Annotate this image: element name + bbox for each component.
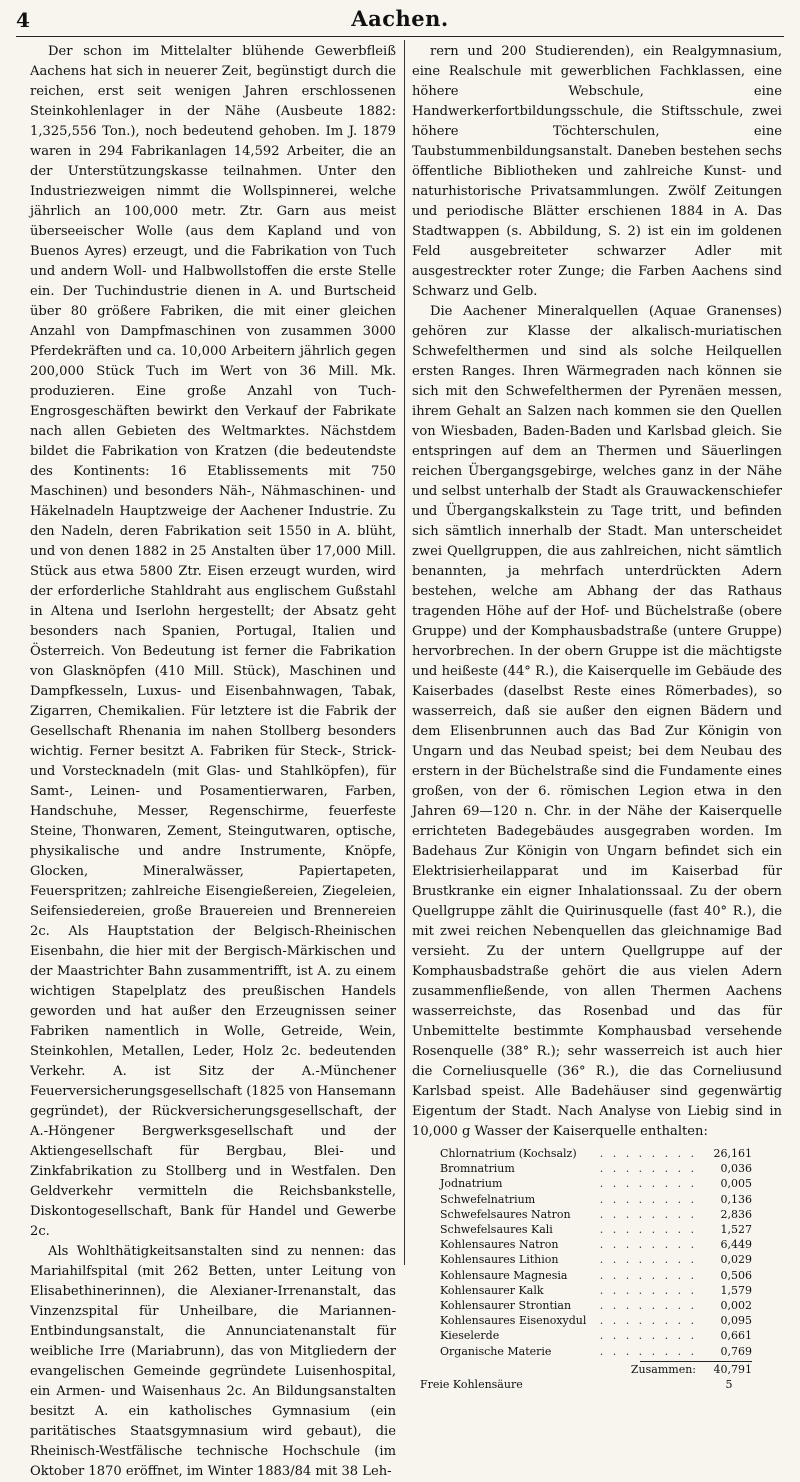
substance-name: Jodnatrium [440, 1177, 503, 1191]
substance-name: Kohlensaurer Kalk [440, 1283, 544, 1297]
table-row [440, 1328, 752, 1343]
substance-value: 2,836 [720, 1207, 752, 1221]
paragraph-institutions: Als Wohlthätigkeitsanstalten sind zu nennen: das Mariahilfspital (mit 262 Betten, unter Leitung von Elisabethinerinnen), die Alexianer-Irrenanstalt, das Vinzenzspital für Unheilbare, die Mariannen-Entbindungsanstalt, die Annunciatenanstalt für weibliche Irre (Mariabrunn), das von Mitgliedern der evangelischen Gemeinde gegründete Luisenhospital, ein Armen- und Waisenhaus 2c. An Bildungsanstalten besitzt A. ein katholisches Gymnasium (ein paritätisches Staatsgymnasium wird gebaut), die Rheinisch-Westfälische technische Hochschule (im Oktober 1870 eröffnet, im Winter 1883/84 mit 38 Leh- [30, 1244, 396, 1479]
table-row [440, 1268, 752, 1283]
mineral-analysis-table [440, 1146, 752, 1359]
substance-value: 0,661 [720, 1329, 752, 1343]
table-row [440, 1283, 752, 1298]
leader-dots: . . . . . . . . [599, 1207, 698, 1221]
leader-dots: . . . . . . . . [599, 1177, 698, 1191]
substance-name: Chlornatrium (Kochsalz) [440, 1147, 577, 1160]
substance-value: 0,002 [720, 1299, 752, 1313]
page-number: 4 [16, 8, 30, 32]
table-row [440, 1252, 752, 1267]
column-divider [404, 40, 405, 1265]
substance-name: Kohlensaures Natron [440, 1238, 559, 1252]
substance-name: Kohlensaure Magnesia [440, 1268, 568, 1282]
substance-name: Bromnatrium [440, 1162, 515, 1176]
table-row [440, 1237, 752, 1252]
substance-value: 0,095 [720, 1314, 752, 1328]
substance-name: Schwefelnatrium [440, 1192, 536, 1206]
substance-value: 0,029 [720, 1253, 752, 1267]
running-head: Aachen. [351, 6, 449, 31]
table-row [440, 1146, 752, 1161]
table-row [440, 1344, 752, 1359]
leader-dots: . . . . . . . . [599, 1299, 698, 1313]
leader-dots: . . . . . . . . [599, 1268, 698, 1282]
analysis-table-wrap [420, 1146, 752, 1392]
leader-dots: . . . . . . . . [599, 1344, 698, 1358]
substance-name: Kohlensaurer Strontian [440, 1299, 572, 1313]
substance-value: 26,161 [713, 1147, 752, 1160]
leader-dots: . . . . . . . . [599, 1283, 698, 1297]
table-row [440, 1298, 752, 1313]
left-column [30, 42, 396, 1482]
substance-value: 6,449 [720, 1238, 752, 1252]
substance-value: 0,769 [720, 1344, 752, 1358]
substance-value: 1,527 [720, 1223, 752, 1237]
leader-dots: . . . . . . . . [599, 1192, 698, 1206]
total-row [440, 1362, 752, 1377]
total-value: 40,791 [713, 1362, 752, 1376]
substance-value: 0,005 [720, 1177, 752, 1191]
leader-dots: . . . . . . . . [599, 1147, 698, 1160]
paragraph-mineral-springs: Die Aachener Mineralquellen (Aquae Granenses) gehören zur Klasse der alkalisch-muriatischen Schwefelthermen und sind als solche Heilquellen ersten Ranges. Ihren Wärmegraden nach können sie sich mit den Schwefelthermen der Pyrenäen messen, ihrem Gehalt an Salzen nach kommen sie den Quellen von Wiesbaden, Baden-Baden und Karlsbad gleich. Sie entspringen auf dem an Thermen und Säuerlingen reichen Übergangsgebirge, welches ganz in der Nähe und selbst unterhalb der Stadt als Grauwackenschiefer und Übergangskalkstein zu Tage tritt, und befinden sich sämtlich innerhalb der Stadt. Man unterscheidet zwei Quellgruppen, die aus zahlreichen, nicht sämtlich benannten, ja mehrfach unterdrückten Adern bestehen, welche am Abhang der das Rathaus tragenden Höhe auf der Hof- und Büchelstraße (obere Gruppe) und der Komphausbadstraße (untere Gruppe) hervorbrechen. In der obern Gruppe ist die mächtigste und heißeste (44° R.), die Kaiserquelle im Gebäude des Kaiserbades (daselbst Reste eines Römerbades), so wasserreich, daß sie außer den eignen Bädern und dem Elisenbrunnen auch das Bad Zur Königin von Ungarn und das Neubad speist; bei dem Neubau des erstern in der Büchelstraße sind die Fundamente eines großen, von der 6. römischen Legion etwa in den Jahren 69—120 n. Chr. in der Nähe der Kaiserquelle errichteten Badegebäudes ausgegraben worden. Im Badehaus Zur Königin von Ungarn befindet sich ein Elektrisierheilapparat und im Kaiserbad für Brustkranke ein eigner Inhalationssaal. Zu der obern Quellgruppe zählt die Quirinusquelle (fast 40° R.), die mit zwei reichen Nebenquellen das gleichnamige Bad versieht. Zu der untern Quellgruppe auf der Komphausbadstraße gehört die aus vielen Adern zusammenfließende, von allen Thermen Aachens wasserreichste, das Rosenbad und das für Unbemittelte bestimmte Komphausbad versehende Rosenquelle (38° R.); sehr wasserreich ist auch hier die Corneliusquelle (36° R.), die das Corneliusund Karlsbad speist. Alle Badehäuser sind gegenwärtig Eigentum der Stadt. Nach Analyse von Liebig sind in 10,000 g Wasser der Kaiserquelle enthalten: [412, 304, 782, 1139]
leader-dots: . . . . . . . . [599, 1223, 698, 1237]
free-co2-row [420, 1377, 752, 1392]
leader-dots: . . . . . . . . [599, 1314, 698, 1328]
substance-value: 0,036 [720, 1162, 752, 1176]
substance-name: Schwefelsaures Kali [440, 1223, 553, 1237]
total-label: Zusammen: [630, 1362, 696, 1376]
free-co2-value: 5 [725, 1377, 733, 1391]
leader-dots: . . . . . . . . [599, 1162, 698, 1176]
leader-dots: . . . . . . . . [599, 1253, 698, 1267]
table-row [440, 1207, 752, 1222]
substance-name: Organische Materie [440, 1344, 552, 1358]
header-rule [16, 36, 784, 37]
leader-dots: . . . . . . . . [599, 1329, 698, 1343]
paragraph-industry: Der schon im Mittelalter blühende Gewerbfleiß Aachens hat sich in neuerer Zeit, begünstigt durch die reichen, erst seit wenigen Jahren erschlossenen Steinkohlenlager in der Nähe (Ausbeute 1882: 1,325,556 Ton.), noch bedeutend gehoben. Im J. 1879 waren in 294 Fabrikanlagen 14,592 Arbeiter, die an der Unterstützungskasse teilnahmen. Unter den Industriezweigen nimmt die Wollspinnerei, welche jährlich an 100,000 metr. Ztr. Garn aus meist überseeischer Wolle (aus dem Kapland und von Buenos Ayres) erzeugt, und die Fabrikation von Tuch und andern Woll- und Halbwollstoffen die erste Stelle ein. Der Tuchindustrie dienen in A. und Burtscheid über 80 größere Fabriken, die mit einer gleichen Anzahl von Dampfmaschinen von zusammen 3000 Pferdekräften und ca. 10,000 Arbeitern jährlich gegen 200,000 Stück Tuch im Wert von 36 Mill. Mk. produzieren. Eine große Anzahl von Tuch-Engrosgeschäften bewirkt den Verkauf der Fabrikate nach allen Gebieten des Weltmarktes. Nächstdem bildet die Fabrikation von Kratzen (die bedeutendste des Kontinents: 16 Etablissements mit 750 Maschinen) und besonders Näh-, Nähmaschinen- und Häkelnadeln Hauptzweige der Aachener Industrie. Zu den Nadeln, deren Fabrikation seit 1550 in A. blüht, und von denen 1882 in 25 Anstalten über 17,000 Mill. Stück aus etwa 5800 Ztr. Eisen erzeugt wurden, wird der erforderliche Stahldraht aus englischem Gußstahl in Altena und Iserlohn hergestellt; der Absatz geht besonders nach Spanien, Portugal, Italien und Österreich. Von Bedeutung ist ferner die Fabrikation von Glasknöpfen (410 Mill. Stück), Maschinen und Dampfkesseln, Luxus- und Eisenbahnwagen, Tabak, Zigarren, Chemikalien. Für letztere ist die Fabrik der Gesellschaft Rhenania im nahen Stollberg besonders wichtig. Ferner besitzt A. Fabriken für Steck-, Strick- und Vorstecknadeln (mit Glas- und Stahlköpfen), für Samt-, Leinen- und Posamentierwaren, Farben, Handschuhe, Messer, Regenschirme, feuerfeste Steine, Thonwaren, Zement, Steingutwaren, optische, physikalische und andre Instrumente, Knöpfe, Glocken, Mineralwässer, Papiertapeten, Feuerspritzen; zahlreiche Eisengießereien, Ziegeleien, Seifensiedereien, große Brauereien und Brennereien 2c. Als Hauptstation der Belgisch-Rheinischen Eisenbahn, die hier mit der Bergisch-Märkischen und der Maastrichter Bahn zusammentrifft, ist A. zu einem wichtigen Stapelplatz des preußischen Handels geworden und hat außer den Erzeugnissen seiner Fabriken namentlich in Wolle, Getreide, Wein, Steinkohlen, Metallen, Leder, Holz 2c. bedeutenden Verkehr. A. ist Sitz der A.-Münchener Feuerversicherungsgesellschaft (1825 von Hansemann gegründet), der Rückversicherungsgesellschaft, der A.-Höngener Bergwerksgesellschaft und der Aktiengesellschaft für Bergbau, Blei- und Zinkfabrikation zu Stollberg und in Westfalen. Den Geldverkehr vermitteln die Reichsbankstelle, Diskontogesellschaft, Bank für Handel und Gewerbe 2c. [30, 44, 396, 1239]
leader-dots: . . . . . . . . [599, 1238, 698, 1252]
paragraph-schools: rern und 200 Studierenden), ein Realgymnasium, eine Realschule mit gewerblichen Fachklassen, eine höhere Webschule, eine Handwerkerfortbildungsschule, die Stiftsschule, zwei höhere Töchterschulen, eine Taubstummenbildungsanstalt. Daneben bestehen sechs öffentliche Bibliotheken und zahlreiche Kunst- und naturhistorische Privatsammlungen. Zwölf Zeitungen und periodische Blätter erschienen 1884 in A. Das Stadtwappen (s. Abbildung, S. 2) ist ein im goldenen Feld ausgebreiteter schwarzer Adler mit ausgestreckter roter Zunge; die Farben Aachens sind Schwarz und Gelb. [412, 44, 782, 299]
substance-name: Kohlensaures Lithion [440, 1253, 559, 1267]
substance-name: Kohlensaures Eisenoxydul [440, 1314, 587, 1328]
table-row [440, 1222, 752, 1237]
table-row [440, 1313, 752, 1328]
right-column [412, 42, 782, 1392]
table-row [440, 1176, 752, 1191]
substance-name: Schwefelsaures Natron [440, 1207, 571, 1221]
free-co2-label: Freie Kohlensäure [420, 1377, 523, 1391]
substance-name: Kieselerde [440, 1329, 500, 1343]
substance-value: 0,506 [720, 1268, 752, 1282]
table-row [440, 1161, 752, 1176]
substance-value: 1,579 [720, 1283, 752, 1297]
table-row [440, 1192, 752, 1207]
substance-value: 0,136 [720, 1192, 752, 1206]
